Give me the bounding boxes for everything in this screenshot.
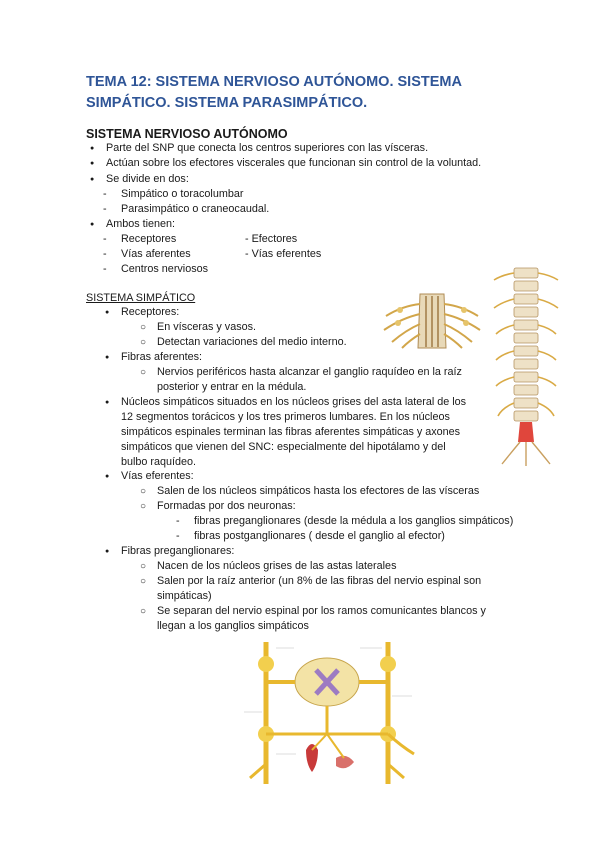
list-item: ● Parte del SNP que conecta los centros superiores con las vísceras. — [106, 141, 428, 156]
list-item: ● Núcleos simpáticos situados en los núcleos grises del asta lateral de los — [121, 395, 466, 410]
list-item: ● Actúan sobre los efectores viscerales que funcionan sin control de la voluntad. — [106, 156, 481, 171]
list-item: ● Ambos tienen: — [106, 217, 175, 232]
list-item: - fibras postganglionares ( desde el ganglio al efector) — [194, 529, 445, 544]
list-item: ○ Nacen de los núcleos grises de las astas laterales — [157, 559, 396, 574]
list-item: posterior y entrar en la médula. — [157, 381, 307, 393]
list-item: ● Fibras preganglionares: — [121, 544, 234, 559]
list-item: - Vías eferentes — [245, 248, 322, 260]
simpatico-heading: SISTEMA SIMPÁTICO — [86, 292, 196, 304]
list-item: - Efectores — [245, 233, 298, 245]
list-item: - Vías aferentes — [121, 247, 191, 262]
list-item: ○ Nervios periféricos hasta alcanzar el ganglio raquídeo en la raíz — [157, 365, 462, 380]
list-item: ○ En vísceras y vasos. — [157, 320, 256, 335]
list-item: simpáticos espinales terminan las fibras aferentes simpáticas y axones — [121, 426, 461, 438]
list-item: - Parasimpático o craneocaudal. — [121, 202, 269, 217]
list-item: - Simpático o toracolumbar — [121, 187, 243, 202]
list-item: - Receptores — [121, 232, 176, 247]
sympathetic-pathways-diagram — [236, 642, 418, 784]
list-item: - Centros nerviosos — [121, 262, 208, 277]
list-item: ● Vías eferentes: — [121, 469, 194, 484]
list-item: ○ Detectan variaciones del medio interno. — [157, 335, 347, 350]
list-item: - fibras preganglionares (desde la médula a los ganglios simpáticos) — [194, 514, 513, 529]
list-item: ○ Salen de los núcleos simpáticos hasta los efectores de las vísceras — [157, 484, 479, 499]
list-item: ● Se divide en dos: — [106, 172, 189, 187]
list-item: ○ Se separan del nervio espinal por los ramos comunicantes blancos y — [157, 604, 486, 619]
list-item: ○ Salen por la raíz anterior (un 8% de las fibras del nervio espinal son — [157, 574, 481, 589]
list-item: simpáticos que vienen del SNC: especialmente del hipotálamo y del — [121, 441, 446, 453]
list-item: bulbo raquídeo. — [121, 456, 197, 468]
list-item: ● Receptores: — [121, 305, 179, 320]
sna-heading: SISTEMA NERVIOSO AUTÓNOMO — [86, 127, 288, 141]
spinal-cord-illustration — [382, 292, 482, 350]
list-item: ○ Formadas por dos neuronas: — [157, 499, 296, 514]
list-item: simpáticas) — [157, 590, 212, 602]
list-item: llegan a los ganglios simpáticos — [157, 620, 309, 632]
document-title: TEMA 12: SISTEMA NERVIOSO AUTÓNOMO. SISTEMA SIMPÁTICO. SISTEMA PARASIMPÁTICO. — [86, 74, 462, 111]
list-item: 12 segmentos torácicos y los tres primeros lumbares. En los núcleos — [121, 411, 450, 423]
vertebral-column-illustration — [490, 262, 562, 468]
list-item: ● Fibras aferentes: — [121, 350, 202, 365]
